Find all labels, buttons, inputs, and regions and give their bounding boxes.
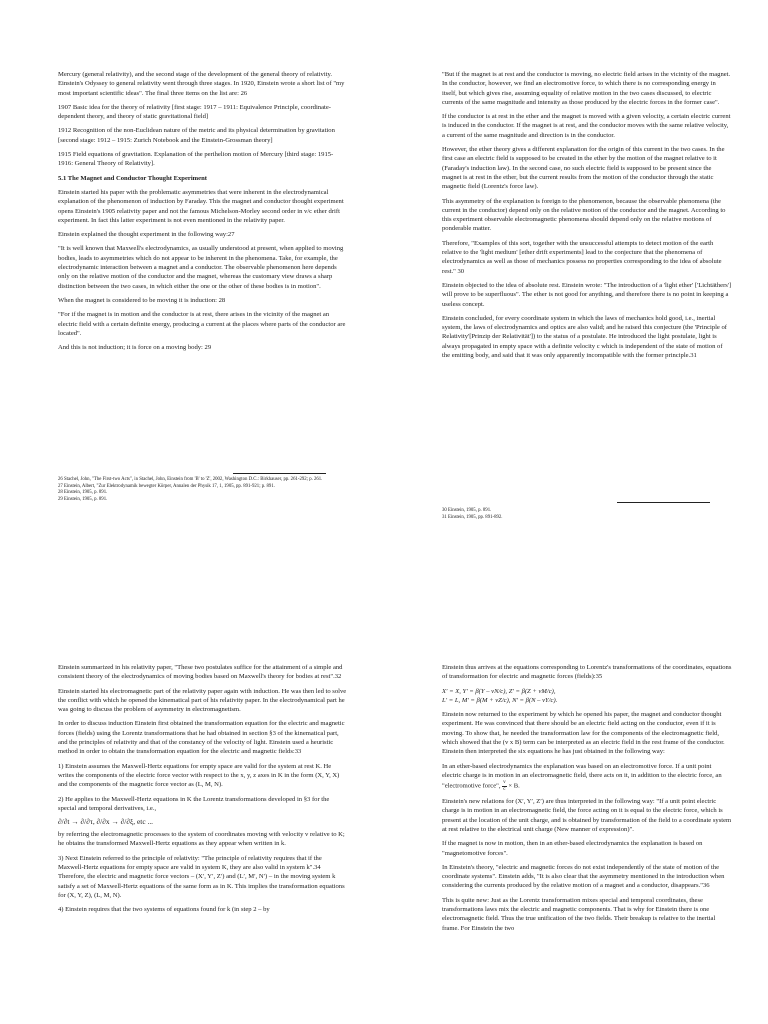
paragraph: However, the ether theory gives a different explanation for the origin of this current in the two cases. In the first case an electric field is supposed to be created in the ether by the motion of the magnet relative to it (Faraday's induction law). In the second case, no such electric field is supposed to be present since the magnet is at rest in the ether, but the current results from the motion of the conductor through the static magnetic field (Lorentz's force law). bbox=[442, 146, 725, 191]
paragraph: 1915 Field equations of gravitation. Explanation of the perihelion motion of Mercury [third stage: 1915-1916: General Theory of Relativity]. bbox=[58, 151, 334, 168]
paragraph: Einstein concluded, for every coordinate system in which the laws of mechanics hold good, i.e., inertial system, the laws of electrodynamics and optics are also valid; and he raised this conjecture (the 'Principle of Relativity'[Prinzip der Relativität']) to the status of a postulate. He introduced the light postulate, light is always propagated in empty space with a definite velocity c which is independent of the state of motion of the emitting body, and said that it was only apparently incompatible with the former principle.31 bbox=[442, 314, 727, 360]
paragraph: Einstein started his paper with the problematic asymmetries that were inherent in the electrodynamical explanation of the phenomenon of induction by Faraday. This the magnet and conductor thought experiment opens Einstein's 1905 relativity paper and not the famous Michelson-Morley second order in v/c ether drift experiment. In fact this latter experiment is not even mentioned in the relativity paper. bbox=[58, 188, 344, 224]
list-item: 2) He applies to the Maxwell-Hertz equations in K the Lorentz transformations developed in §3 for the special and temporal derivatives, i.e., bbox=[58, 795, 330, 812]
transformation-equation: X′ = X, Y′ = β(Y – vN/c), Z′ = β(Z + vM/c), bbox=[442, 687, 556, 695]
quote-paragraph: "It is well known that Maxwell's electrodynamics, as usually understood at present, when applied to moving bodies, leads to asymmetries which do not appear to be inherent in the phenomena. Take, for example, the electrodynamic interaction between a magnet and a conductor. The observable phenomenon here depends only on the relative motion of the conductor and the magnet, whereas the customary view draws a sharp distinction between the two cases, in which either the one or the other of these bodies is in motion". bbox=[58, 245, 344, 290]
cross-product-term: × B. bbox=[508, 782, 520, 790]
page1-right-column bbox=[442, 70, 732, 365]
paragraph: Einstein thus arrives at the equations corresponding to Lorentz's transformations of the coordinates, equations of transformation for electric and magnetic forces (fields):35 bbox=[442, 664, 732, 681]
page1-right-footnotes bbox=[442, 508, 732, 521]
footnote: 26 Stachel, John, "The First-two Acts", in Stachel, John, Einstein from 'B' to 'Z', 2002, Washington D.C.: Birkhauser, pp. 261-292; p. 261. bbox=[58, 477, 323, 482]
paragraph: And this is not induction; it is force on a moving body: 29 bbox=[58, 344, 212, 352]
paragraph: 1912 Recognition of the non-Euclidean nature of the metric and its physical determination by gravitation [second stage: 1912 – 1915: Zurich Notebook and the Einstein-Grossman theory] bbox=[58, 127, 335, 144]
section-heading: 5.1 The Magnet and Conductor Thought Experiment bbox=[58, 174, 207, 182]
paragraph: This is quite new: Just as the Lorentz transformation mixes special and temporal coordinates, these transformations laws mix the electric and magnetic components. That is why for Einstein there is one electromagnetic field. Thus the true unification of the two fields. Their breakup is relative to the inertial frame. For Einstein the two bbox=[442, 896, 716, 932]
paragraph-text: In an ether-based electrodynamics the explanation was based on an electromotive force. If a unit point electric charge is in motion in an electromagnetic field, there acts on it, in addition to the electric force, an "electromotive force", bbox=[442, 762, 722, 790]
footnote-rule bbox=[617, 502, 710, 503]
paragraph: Mercury (general relativity), and the second stage of the development of the general theory of relativity. Einstein's Odyssey to general relativity went through three stages. In 1920, Einstein wrote a short list of "my most important scientific ideas". The final three items on the list are: 26 bbox=[58, 71, 345, 97]
footnote: 27 Einstein, Albert, "Zur Elektrodynamik bewegter Körper, Annalen der Physik 17, 1, 1905, pp. 891-921; p. 891. bbox=[58, 483, 275, 489]
paragraph: In order to discuss induction Einstein first obtained the transformation equation for the electric and magnetic forces (fields) using the Lorentz transformations that he had obtained in section §3 of the kinematical part, and the principles of relativity and that of the constancy of the velocity of light. Einstein used a heuristic method in order to obtain the transformation equation for the electric and magnetic fields:33 bbox=[58, 720, 345, 756]
paragraph: When the magnet is considered to be moving it is induction: 28 bbox=[58, 296, 226, 304]
paragraph: Einstein summarized in his relativity paper, "These two postulates suffice for the attainment of a simple and consistent theory of the electrodynamics of moving bodies based on Maxwell's theory for bodies at rest".32 bbox=[58, 664, 343, 681]
footnote-rule bbox=[233, 473, 326, 474]
footnote: 31 Einstein, 1905, pp. 891-892. bbox=[442, 514, 503, 520]
footnote: 29 Einstein, 1905, p. 891. bbox=[58, 496, 108, 502]
transformation-equation: L′ = L, M′ = β(M + vZ/c), N′ = β(N – vY/c). bbox=[442, 696, 558, 704]
footnote: 30 Einstein, 1905, p. 891. bbox=[442, 508, 492, 513]
quote-paragraph: "For if the magnet is in motion and the conductor is at rest, there arises in the vicinity of the magnet an electric field with a certain definite energy, producing a current at the places where parts of the conductor are located". bbox=[58, 311, 346, 337]
paragraph: In Einstein's theory, "electric and magnetic forces do not exist independently of the state of motion of the coordinate systems". Einstein adds, "It is also clear that the asymmetry mentioned in the introduction when considering the currents produced by the relative motion of a magnet and a conductor, disappears."36 bbox=[442, 863, 725, 890]
paragraph: Einstein started his electromagnetic part of the relativity paper again with induction. He was then led to solve the conflict with which he opened the kinematical part of his relativity paper. In the electrodynamical part he was going to discuss the problem of asymmetry in electromagnetism. bbox=[58, 687, 347, 714]
paragraph: by referring the electromagnetic processes to the system of coordinates moving with velocity v relative to K; he obtains the transformed Maxwell-Hertz equations as they appear when written in k. bbox=[58, 831, 345, 848]
page1-left-column bbox=[58, 70, 348, 357]
paragraph: 1907 Basic idea for the theory of relativity [first stage: 1917 – 1911: Equivalence Principle, coordinate-dependent theory, and theory of static gravitational field] bbox=[58, 103, 331, 121]
footnote: 28 Einstein, 1905, p. 891. bbox=[58, 490, 108, 496]
paragraph bbox=[442, 762, 732, 792]
page1-left-footnotes bbox=[58, 477, 348, 503]
page2-right-column bbox=[442, 663, 732, 938]
paragraph: If the magnet is now in motion, then in an ether-based electrodynamics the explanation is based on "magnetomotive forces". bbox=[442, 840, 703, 857]
fraction-denominator: c bbox=[503, 785, 506, 792]
paragraph: Einstein now returned to the experiment by which he opened his paper, the magnet and conductor thought experiment. He was convinced that there should be an electric field acting on the conductor, even if it is moving. To show that, he needed the transformation law for the components of the electromagnetic field, which showed that the (v x B) term can be interpreted as an electric field in the rest frame of the conductor. Einstein then interpreted the six equations he has just obtained in the following way: bbox=[442, 711, 725, 756]
quote-paragraph: "But if the magnet is at rest and the conductor is moving, no electric field arises in the vicinity of the magnet. In the conductor, however, we find an electromotive force, to which there is no corresponding energy in itself, but which gives rise, assuming equality of relative motion in the two cases discussed, to electric currents of the same magnitude and intensity as those produced by the electric forces in the former case". bbox=[442, 71, 731, 106]
list-item: 1) Einstein assumes the Maxwell-Hertz equations for empty space are valid for the system at rest K. He writes the components of the electric force vector with respect to the x, y, z axes in K in the form (X, Y, X) and the components of the magnetic force vector as (L, M, N). bbox=[58, 762, 340, 789]
derivative-equation: ∂/∂t → ∂/∂τ, ∂/∂x → ∂/∂ξ, etc ... bbox=[58, 817, 154, 827]
paragraph: Einstein's new relations for (X′, Y′, Z′) are thus interpreted in the following way: "If a unit point electric charge is in motion in an electromagnetic field, the force acting on it is equal to the electric force, which is present at the location of the unit charge, and is obtained by transformation of the field to a coordinate system at rest relative to the electrical unit charge (New manner of expression)". bbox=[442, 798, 732, 833]
paragraph: Einstein objected to the idea of absolute rest. Einstein wrote: "The introduction of a 'light ether' ['Lichtäthers'] will prove to be superfluous". The ether is not good for anything, and therefore there is no point in keeping a useless concept. bbox=[442, 281, 732, 308]
page2-left-column bbox=[58, 663, 348, 920]
paragraph: Therefore, "Examples of this sort, together with the unsuccessful attempts to detect motion of the earth relative to the 'light medium' [ether drift experiments] lead to the conjecture that the phenomena of electrodynamics as well as those of mechanics possess no properties corresponding to the idea of absolute rest." 30 bbox=[442, 239, 722, 275]
fraction bbox=[502, 780, 507, 792]
fraction-numerator: v bbox=[503, 779, 506, 786]
list-item: 3) Next Einstein referred to the principle of relativity: "The principle of relativity requires that if the Maxwell-Hertz equations for empty space are valid in system K, they are also valid in system k".34 Therefore, the electric and magnetic force vectors – (X′, Y′, Z′) and (L′, M′, N′) – in the moving system k satisfy a set of Maxwell-Hertz equations of the same form as in K. This implies the transformation equations for (X, Y, Z), (L, M, N). bbox=[58, 854, 345, 899]
list-item: 4) Einstein requires that the two systems of equations found for k (in step 2 – by bbox=[58, 906, 270, 914]
paragraph: This asymmetry of the explanation is foreign to the phenomenon, because the observable phenomena (the current in the conductor) depend only on the relative motion of the conductor and the magnet. According to this experiment observable electromagnetic phenomena should depend only on the relative motions of ponderable matter. bbox=[442, 197, 726, 233]
paragraph: If the conductor is at rest in the ether and the magnet is moved with a given velocity, a certain electric current is induced in the conductor. If the magnet is at rest, and the conductor moves with the same relative velocity, a current of the same magnitude and direction is in the conductor. bbox=[442, 113, 731, 139]
paragraph: Einstein explained the thought experiment in the following way:27 bbox=[58, 231, 235, 239]
